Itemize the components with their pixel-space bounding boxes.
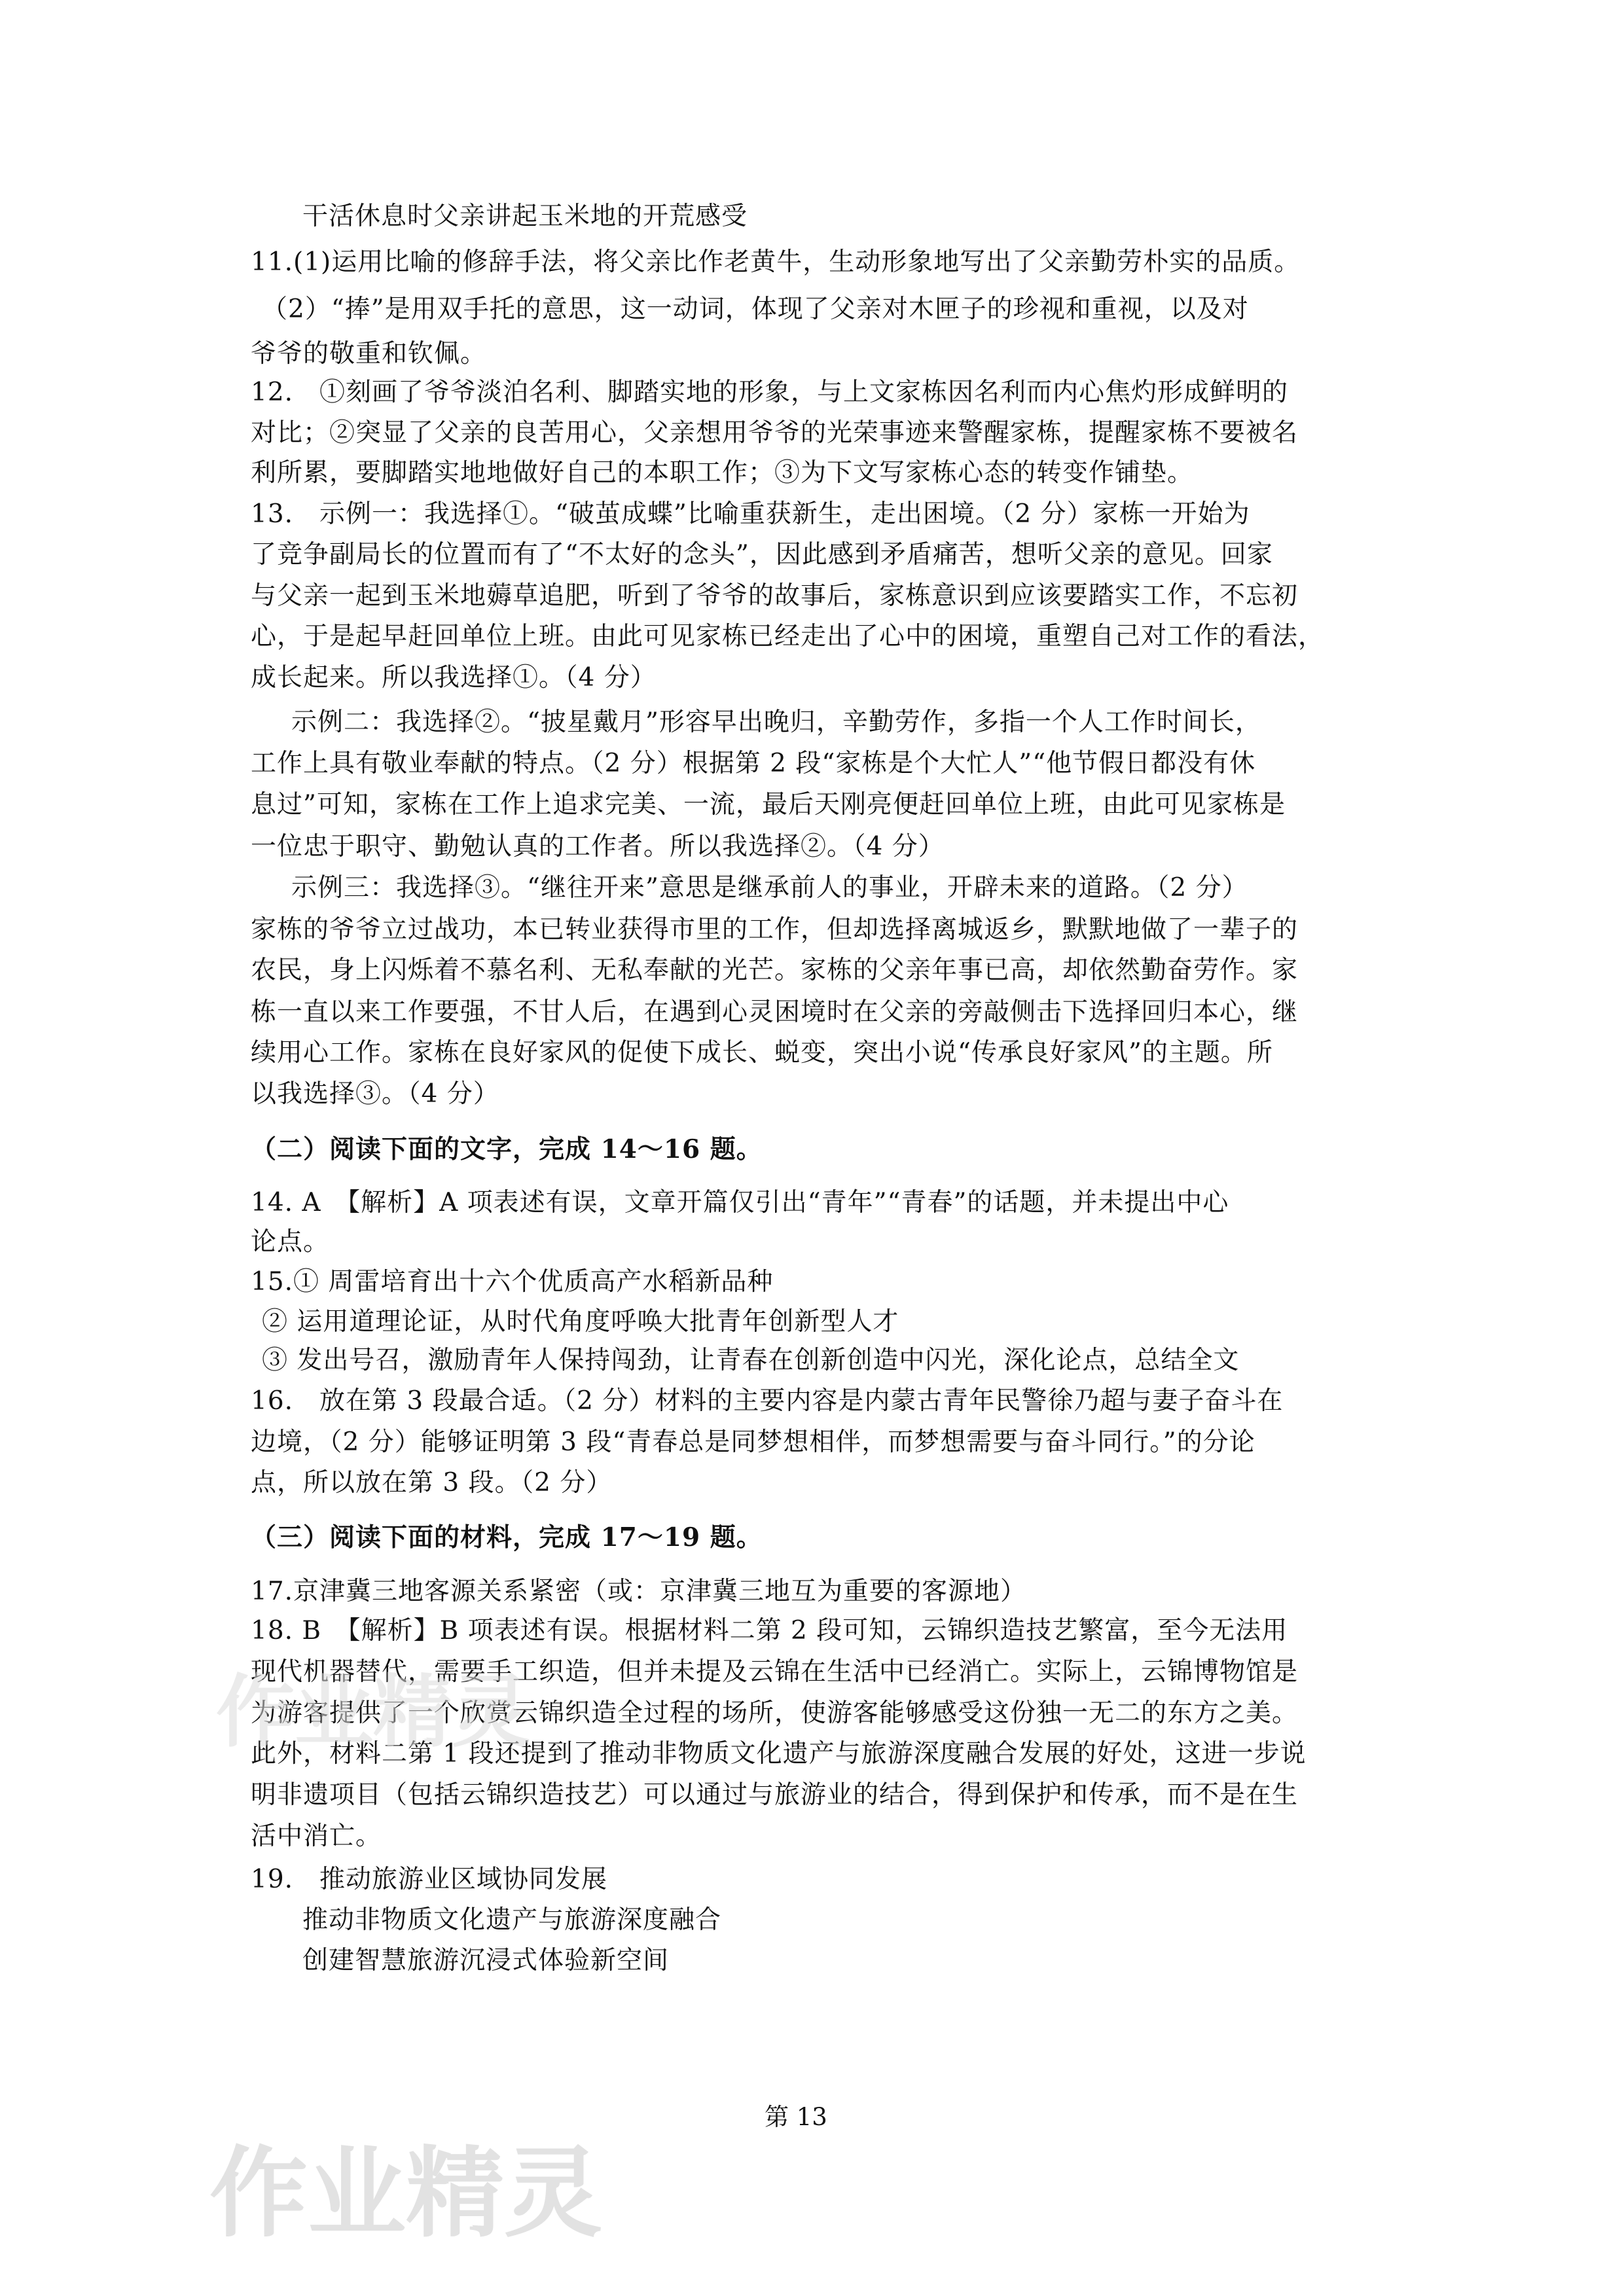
text-line: 活中消亡。 bbox=[251, 1821, 382, 1851]
text-line: ② 运用道理论证，从时代角度呼唤大批青年创新型人才 bbox=[262, 1307, 899, 1336]
text-line: 点，所以放在第 3 段。（2 分） bbox=[251, 1468, 613, 1498]
text-line: 18. B 【解析】B 项表述有误。根据材料二第 2 段可知，云锦织造技艺繁富，至今无法用 bbox=[251, 1616, 1288, 1645]
text-line: 此外，材料二第 1 段还提到了推动非物质文化遗产与旅游深度融合发展的好处，这进一步说 bbox=[251, 1739, 1307, 1768]
watermark-logo: 作业精灵 bbox=[216, 1667, 530, 1758]
text-line: 与父亲一起到玉米地薅草追肥，听到了爷爷的故事后，家栋意识到应该要踏实工作，不忘初 bbox=[251, 581, 1299, 611]
text-line: 15.① 周雷培育出十六个优质高产水稻新品种 bbox=[251, 1267, 774, 1297]
text-line: ③ 发出号召，激励青年人保持闯劲，让青春在创新创造中闪光，深化论点，总结全文 bbox=[262, 1346, 1240, 1375]
text-line: 栋一直以来工作要强，不甘人后，在遇到心灵困境时在父亲的旁敲侧击下选择回归本心，继 bbox=[251, 997, 1299, 1027]
text-line: 干活休息时父亲讲起玉米地的开荒感受 bbox=[302, 202, 748, 231]
text-line: 心，于是起早赶回单位上班。由此可见家栋已经走出了心中的困境，重塑自己对工作的看法， bbox=[251, 622, 1325, 651]
text-line: （2）“捧”是用双手托的意思，这一动词，体现了父亲对木匣子的珍视和重视，以及对 bbox=[262, 295, 1249, 324]
text-line: 11.(1)运用比喻的修辞手法，将父亲比作老黄牛，生动形象地写出了父亲勤劳朴实的品质。 bbox=[251, 247, 1301, 277]
text-line: 对比；②突显了父亲的良苦用心，父亲想用爷爷的光荣事迹来警醒家栋，提醒家栋不要被名 bbox=[251, 418, 1299, 448]
text-line: 示例二：我选择②。“披星戴月”形容早出晚归，辛勤劳作，多指一个人工作时间长， bbox=[291, 708, 1261, 737]
text-line: 续用心工作。家栋在良好家风的促使下成长、蜕变，突出小说“传承良好家风”的主题。所 bbox=[251, 1038, 1273, 1067]
text-line: 边境，（2 分）能够证明第 3 段“青春总是同梦想相伴，而梦想需要与奋斗同行。”的分论 bbox=[251, 1427, 1255, 1457]
text-line: 成长起来。所以我选择①。（4 分） bbox=[251, 663, 657, 692]
text-line: 推动非物质文化遗产与旅游深度融合 bbox=[302, 1905, 722, 1935]
text-line: 14. A 【解析】A 项表述有误，文章开篇仅引出“青年”“青春”的话题，并未提出中心 bbox=[251, 1188, 1229, 1217]
text-line: 爷爷的敬重和钦佩。 bbox=[251, 339, 487, 368]
text-line: 示例三：我选择③。“继往开来”意思是继承前人的事业，开辟未来的道路。（2 分） bbox=[291, 873, 1248, 903]
text-line: 为游客提供了一个欣赏云锦织造全过程的场所，使游客能够感受这份独一无二的东方之美。 bbox=[251, 1698, 1299, 1728]
text-line: 13. 示例一：我选择①。“破茧成蝶”比喻重获新生，走出困境。（2 分）家栋一开始为 bbox=[251, 499, 1250, 529]
text-line: 17.京津冀三地客源关系紧密（或：京津冀三地互为重要的客源地） bbox=[251, 1577, 1027, 1606]
text-line: 工作上具有敬业奉献的特点。（2 分）根据第 2 段“家栋是个大忙人”“他节假日都没有休 bbox=[251, 749, 1256, 778]
text-line: 19. 推动旅游业区域协同发展 bbox=[251, 1865, 608, 1894]
text-line: 息过”可知，家栋在工作上追求完美、一流，最后天刚亮便赶回单位上班，由此可见家栋是 bbox=[251, 790, 1286, 819]
text-line: 论点。 bbox=[251, 1227, 330, 1257]
section-heading: （二）阅读下面的文字，完成 14～16 题。 bbox=[251, 1134, 763, 1164]
text-line: 12. ①刻画了爷爷淡泊名利、脚踏实地的形象，与上文家栋因名利而内心焦灼形成鲜明的 bbox=[251, 378, 1289, 407]
text-line: 家栋的爷爷立过战功，本已转业获得市里的工作，但却选择离城返乡，默默地做了一辈子的 bbox=[251, 915, 1299, 944]
text-line: 16. 放在第 3 段最合适。（2 分）材料的主要内容是内蒙古青年民警徐乃超与妻子奋斗在 bbox=[251, 1386, 1284, 1416]
page-number: 第 13 bbox=[765, 2103, 827, 2131]
text-line: 明非遗项目（包括云锦织造技艺）可以通过与旅游业的结合，得到保护和传承，而不是在生 bbox=[251, 1780, 1299, 1810]
section-heading: （三）阅读下面的材料，完成 17～19 题。 bbox=[251, 1522, 763, 1552]
watermark-logo: 作业精灵 bbox=[209, 2137, 603, 2251]
text-line: 创建智慧旅游沉浸式体验新空间 bbox=[302, 1946, 670, 1975]
text-line: 了竞争副局长的位置而有了“不太好的念头”，因此感到矛盾痛苦，想听父亲的意见。回家 bbox=[251, 540, 1273, 569]
text-line: 农民，身上闪烁着不慕名利、无私奉献的光芒。家栋的父亲年事已高，却依然勤奋劳作。家 bbox=[251, 956, 1299, 985]
text-line: 现代机器替代，需要手工织造，但并未提及云锦在生活中已经消亡。实际上，云锦博物馆是 bbox=[251, 1657, 1299, 1687]
text-line: 以我选择③。（4 分） bbox=[251, 1079, 499, 1109]
text-line: 利所累，要脚踏实地地做好自己的本职工作；③为下文写家栋心态的转变作铺垫。 bbox=[251, 458, 1194, 488]
text-line: 一位忠于职守、勤勉认真的工作者。所以我选择②。（4 分） bbox=[251, 832, 945, 861]
